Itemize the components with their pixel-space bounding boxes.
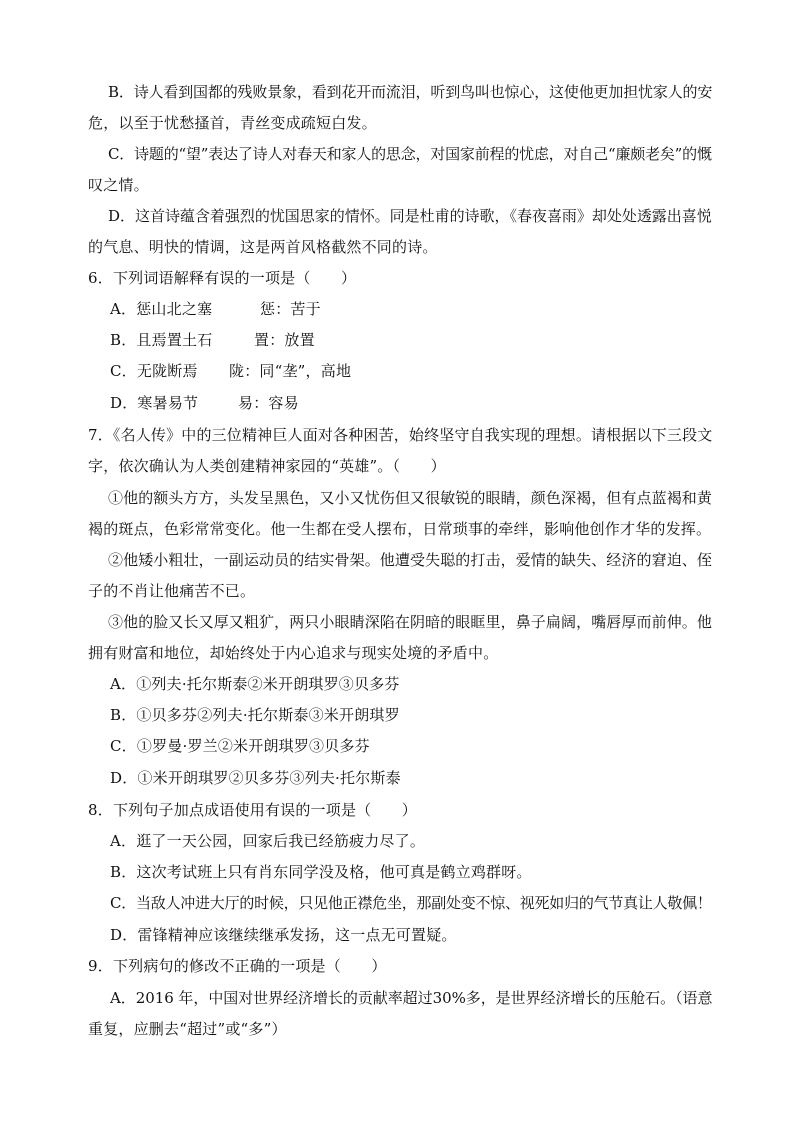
- q8-stem: 8．下列句子加点成语使用有误的一项是（ ）: [88, 801, 417, 819]
- q8-option-b: B．这次考试班上只有肖东同学没及格，他可真是鹤立鸡群呀。: [110, 863, 532, 881]
- q7-option-b: B．①贝多芬②列夫·托尔斯泰③米开朗琪罗: [110, 706, 400, 724]
- q6-option-d: [110, 393, 299, 413]
- q6-option-b: [110, 330, 315, 350]
- q6-stem: 6．下列词语解释有误的一项是（ ）: [88, 269, 357, 287]
- q8-option-a: A．逛了一天公园，回家后我已经筋疲力尽了。: [110, 832, 426, 850]
- q7-passage3-line1: ③他的脸又长又厚又粗犷，两只小眼睛深陷在阴暗的眼眶里，鼻子扁阔，嘴唇厚而前伸。他: [108, 613, 713, 631]
- q6-option-b-term: B．且焉置土石: [110, 331, 213, 349]
- q7-passage1-line2: 褐的斑点，色彩常常变化。他一生都在受人摆布，日常琐事的牵绊，影响他创作才华的发挥。: [88, 520, 712, 538]
- q7-option-c: C．①罗曼·罗兰②米开朗琪罗③贝多芬: [110, 737, 370, 755]
- q5-option-c-line2: 叹之情。: [88, 176, 149, 194]
- q6-option-a-definition: 惩：苦于: [260, 300, 321, 318]
- q6-option-c-term: C．无陇断焉: [110, 362, 198, 380]
- q9-stem: 9．下列病句的修改不正确的一项是（ ）: [88, 957, 387, 975]
- q7-stem-line2: 字，依次确认为人类创建精神家园的“英雄”。（ ）: [88, 457, 446, 475]
- q7-stem-line1: 7．《名人传》中的三位精神巨人面对各种困苦，始终坚守自我实现的理想。请根据以下三段文: [88, 426, 713, 444]
- q8-option-d: D．雷锋精神应该继续继承发扬，这一点无可置疑。: [110, 926, 457, 944]
- q5-option-b-line1: B．诗人看到国都的残败景象，看到花开而流泪，听到鸟叫也惊心，这使他更加担忧家人的安: [108, 83, 713, 101]
- q5-option-d-line1: D．这首诗蕴含着强烈的忧国思家的情怀。同是杜甫的诗歌，《春夜喜雨》却处处透露出喜悦: [108, 207, 712, 225]
- q6-option-d-term: D．寒暑易节: [110, 394, 199, 412]
- q7-passage3-line2: 拥有财富和地位，却始终处于内心追求与现实处境的矛盾中。: [88, 644, 499, 662]
- q7-passage1-line1: ①他的额头方方，头发呈黑色，又小又忧伤但又很敏锐的眼睛，颜色深褐，但有点蓝褐和黄: [108, 489, 713, 507]
- q6-option-a-term: A．惩山北之塞: [110, 300, 213, 318]
- q7-option-d: D．①米开朗琪罗②贝多芬③列夫·托尔斯泰: [110, 769, 401, 787]
- q7-option-a: A．①列夫·托尔斯泰②米开朗琪罗③贝多芬: [110, 675, 400, 693]
- q9-option-a-line1: A．2016 年，中国对世界经济增长的贡献率超过30%多，是世界经济增长的压舱石。（语意: [110, 989, 713, 1007]
- q8-option-c: C．当敌人冲进大厅的时候，只见他正襟危坐，那副处变不惊、视死如归的气节真让人敬佩！: [110, 894, 712, 912]
- q5-option-b-line2: 危，以至于忧愁搔首，青丝变成疏短白发。: [88, 114, 377, 132]
- q6-option-b-definition: 置：放置: [254, 331, 315, 349]
- q6-option-c-definition: 陇：同“垄”，高地: [229, 362, 352, 380]
- q6-option-a: [110, 299, 321, 319]
- q7-passage2-line1: ②他矮小粗壮，一副运动员的结实骨架。他遭受失聪的打击，爱情的缺失、经济的窘迫、侄: [108, 551, 713, 569]
- q5-option-d-line2: 的气息、明快的情调，这是两首风格截然不同的诗。: [88, 238, 438, 256]
- q5-option-c-line1: C．诗题的“望”表达了诗人对春天和家人的思念，对国家前程的忧虑，对自己“廉颇老矣”的慨: [108, 145, 712, 163]
- q6-option-d-definition: 易：容易: [238, 394, 299, 412]
- q6-option-c: [110, 361, 352, 381]
- q9-option-a-line2: 重复，应删去“超过”或“多”）: [88, 1020, 287, 1038]
- q7-passage2-line2: 子的不肖让他痛苦不已。: [88, 582, 256, 600]
